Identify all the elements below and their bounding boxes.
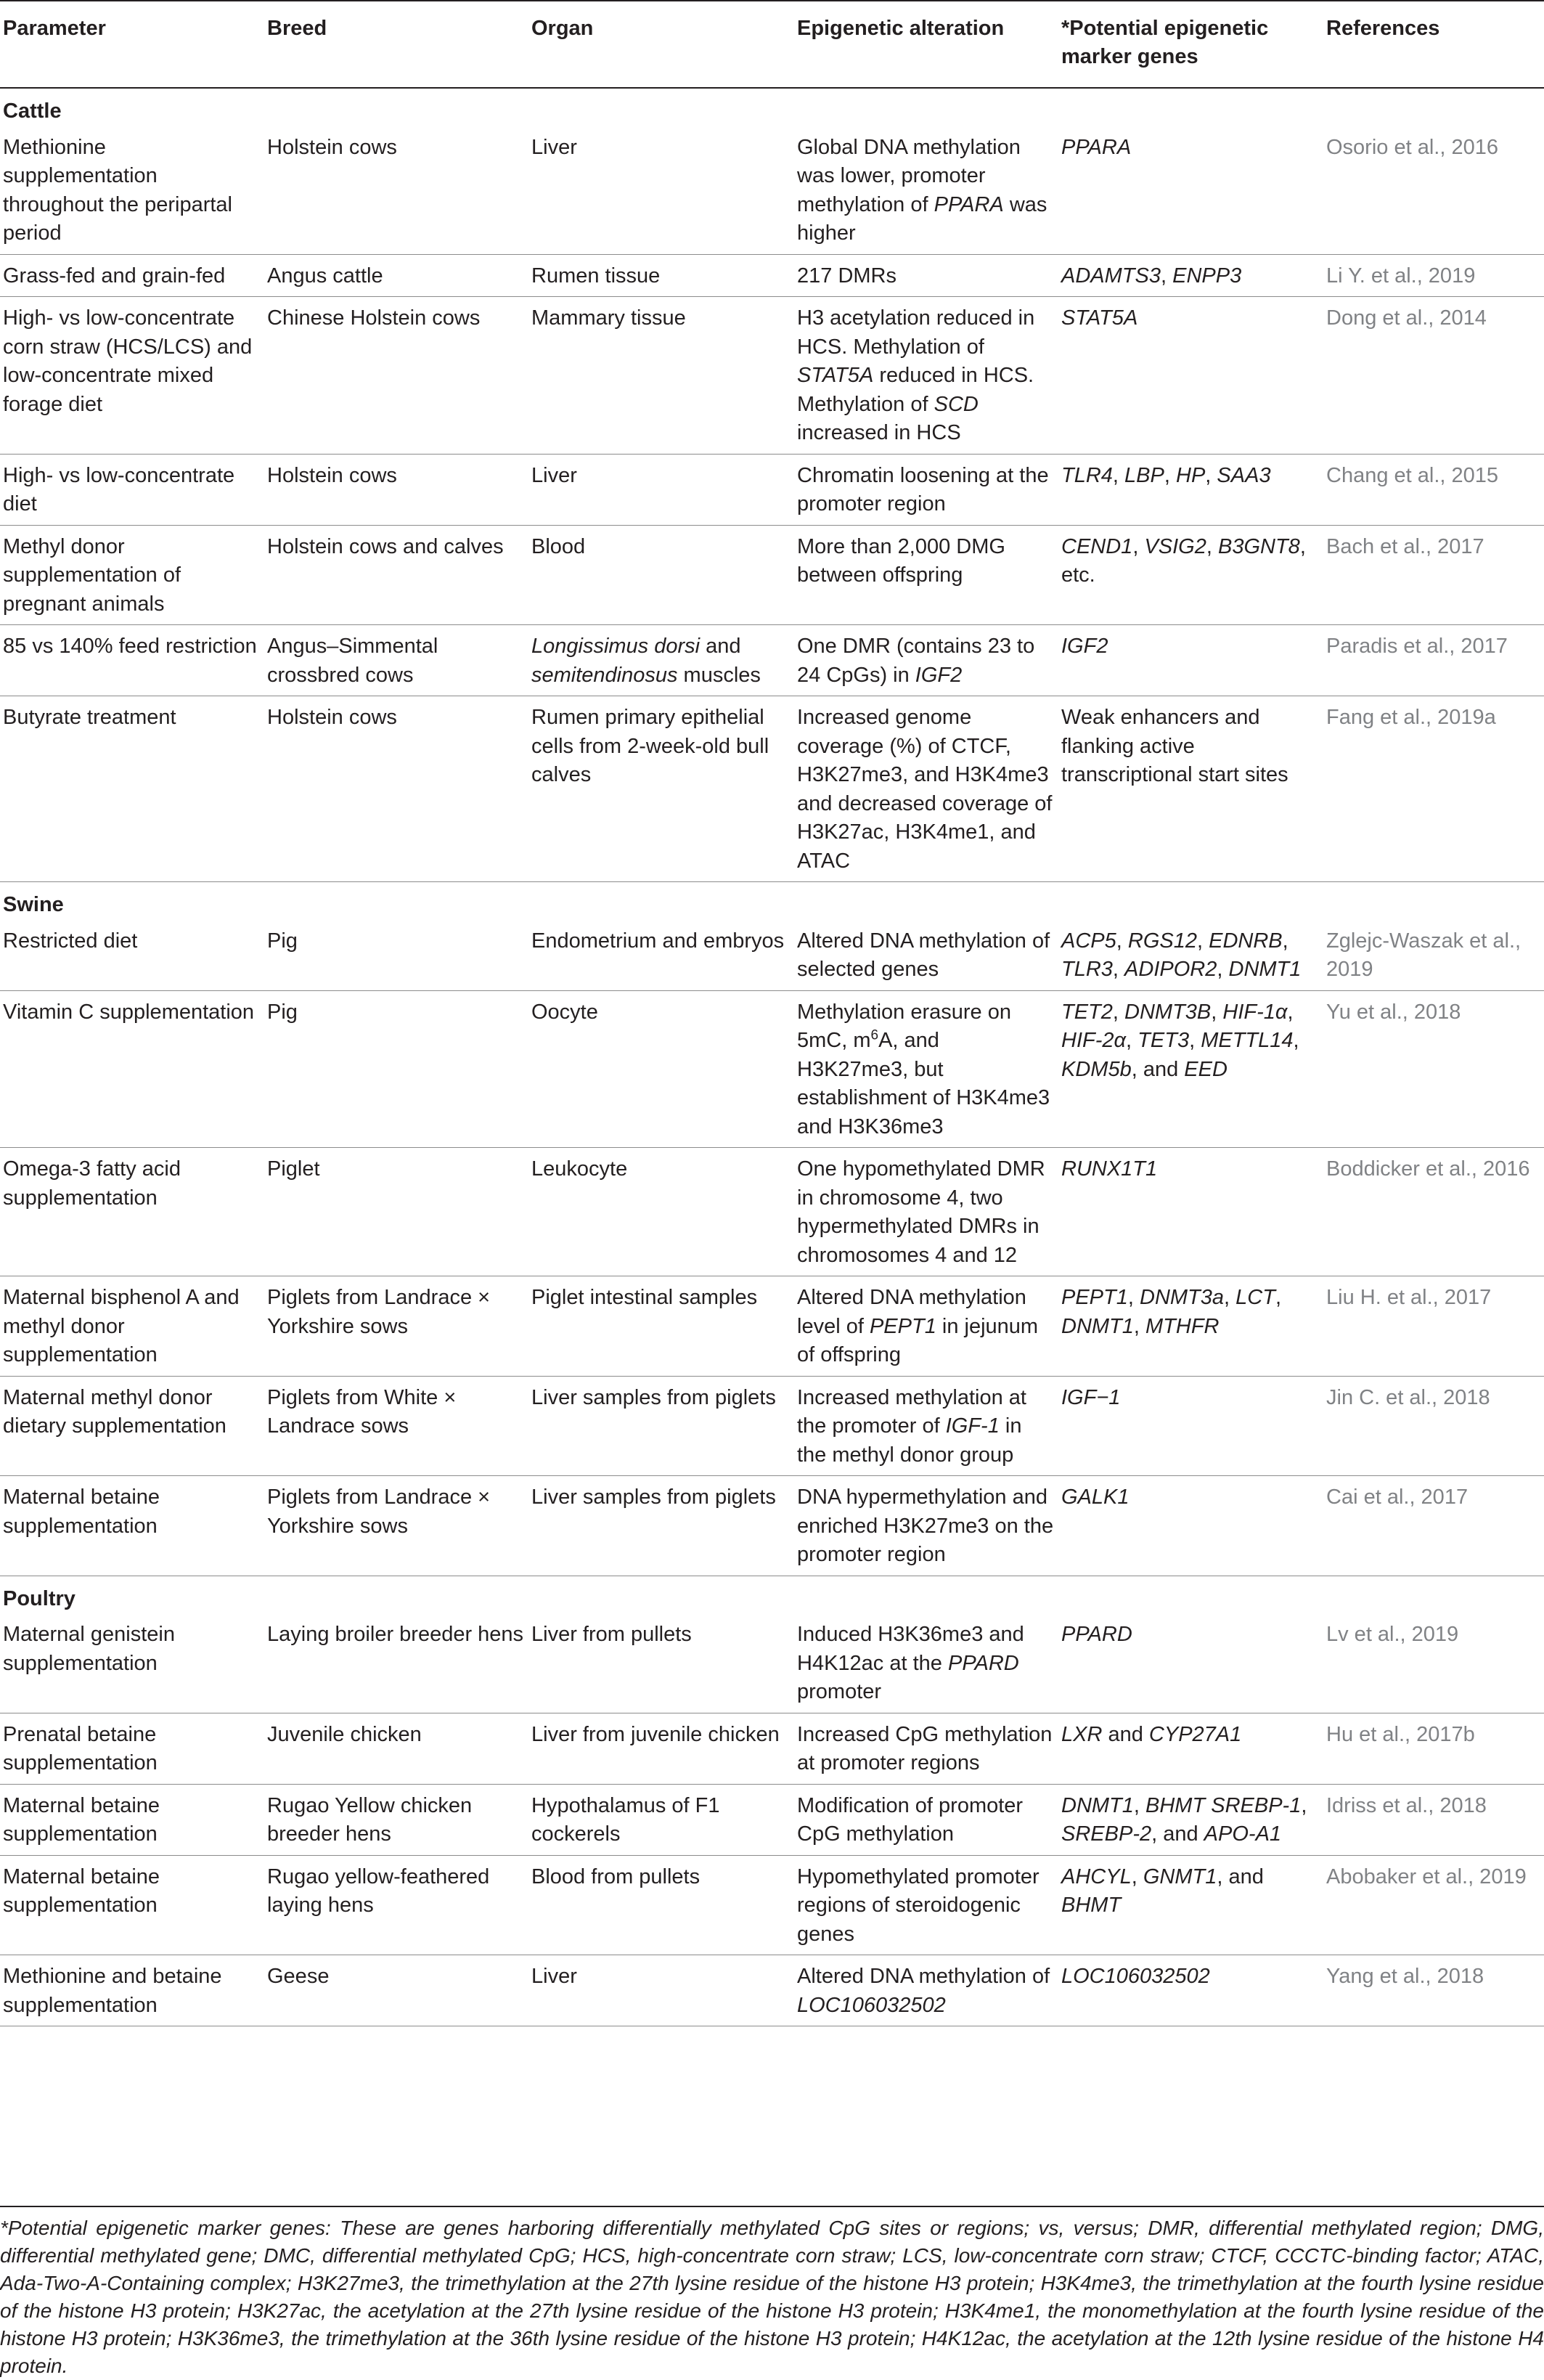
header-references: References: [1326, 17, 1440, 40]
text-segment: ,: [1116, 929, 1128, 953]
text-segment: ,: [1133, 1793, 1146, 1817]
organ-cell: Liver from juvenile chicken: [531, 1722, 780, 1746]
alteration-cell: [794, 525, 1058, 625]
reference-cell: Paradis et al., 2017: [1326, 635, 1508, 658]
gene-name: SAA3: [1217, 463, 1271, 487]
parameter-cell: High- vs low-concentrate corn straw (HCS/LCS) and low-concentrate mixed forage diet: [3, 306, 253, 416]
header-breed: Breed: [267, 17, 327, 40]
group-label: Swine: [3, 893, 64, 916]
table-row: [0, 1784, 1544, 1855]
group-label: Poultry: [3, 1586, 75, 1610]
text-segment: Chromatin loosening at the promoter region: [797, 463, 1049, 515]
reference-cell: Zglejc-Waszak et al., 2019: [1326, 929, 1521, 981]
table-row: [0, 1613, 1544, 1713]
parameter-cell: Maternal betaine supplementation: [3, 1865, 160, 1917]
text-segment: More than 2,000 DMG between offspring: [797, 534, 1005, 587]
reference-cell: Osorio et al., 2016: [1326, 135, 1498, 159]
text-segment: increased in HCS: [797, 421, 961, 444]
organ-cell: Liver samples from piglets: [531, 1486, 776, 1509]
gene-name: TLR3: [1061, 958, 1113, 981]
genes-cell: [1058, 1476, 1323, 1576]
alteration-cell: [794, 297, 1058, 455]
table-row: [0, 254, 1544, 297]
gene-name: TLR4: [1061, 463, 1113, 487]
text-segment: ,: [1160, 264, 1173, 288]
text-segment: Increased genome coverage (%) of CTCF, H3K27me3, and H3K4me3 and decreased coverage of H3K27ac, H3K4me1, and ATAC: [797, 706, 1053, 873]
text-segment: , and: [1217, 1865, 1264, 1888]
gene-name: SREBP-2: [1061, 1822, 1152, 1846]
breed-cell: Angus cattle: [267, 264, 383, 288]
reference-cell: Jin C. et al., 2018: [1326, 1385, 1490, 1409]
group-label: Cattle: [3, 99, 62, 123]
genes-cell: [1058, 525, 1323, 625]
organ-cell: Hypothalamus of F1 cockerels: [531, 1793, 720, 1846]
gene-name: IGF2: [915, 663, 963, 687]
reference-cell: Boddicker et al., 2016: [1326, 1157, 1530, 1181]
alteration-cell: [794, 696, 1058, 882]
alteration-cell: [794, 1955, 1058, 2026]
alteration-cell: [794, 454, 1058, 525]
organ-cell: Blood from pullets: [531, 1865, 700, 1888]
genes-cell: [1058, 1376, 1323, 1476]
text-segment: Increased CpG methylation at promoter regions: [797, 1722, 1053, 1774]
genes-cell: [1058, 920, 1323, 991]
gene-name: HIF-1α: [1222, 1000, 1288, 1024]
text-segment: in jejunum of offspring: [797, 1314, 1039, 1366]
organ-cell: Liver: [531, 135, 577, 159]
organ-cell: Endometrium and embryos: [531, 929, 785, 953]
table-row: [0, 990, 1544, 1148]
gene-name: PPARA: [1061, 135, 1132, 159]
parameter-cell: Restricted diet: [3, 929, 138, 953]
breed-cell: Laying broiler breeder hens: [267, 1623, 524, 1646]
gene-name: ADAMTS3: [1061, 264, 1161, 288]
group-header-row: [0, 882, 1544, 920]
organ-cell: Mammary tissue: [531, 306, 686, 330]
organ-cell: [528, 625, 794, 696]
superscript: 6: [870, 1027, 879, 1043]
gene-name: BHMT SREBP-1: [1145, 1793, 1302, 1817]
table-row: [0, 1376, 1544, 1476]
table-footnote: *Potential epigenetic marker genes: These are genes harboring differentially methylated CpG sites or regions; vs, versus; DMR, differential methylated region; DMG, differential methylated gene; DMC, differential methylated CpG; HCS, high-concentrate corn straw; LCS, low-concentrate corn straw; CTCF, CCCTC-binding factor; ATAC, Ada-Two-A-Containing complex; H3K27me3, the trimethylation at the 27th lysine residue of the histone H3 protein; H3K4me3, the trimethylation at the fourth lysine residue of the histone H3 protein; H3K27ac, the acetylation at the 27th lysine residue of the histone H3 protein; H3K4me1, the monomethylation at the fourth lysine residue of the histone H3 protein; H3K36me3, the trimethylation at the 36th lysine residue of the histone H3 protein; H4K12ac, the acetylation at the 12th lysine residue of the histone H4 protein.: [0, 2206, 1544, 2380]
text-segment: ,: [1189, 1029, 1201, 1052]
parameter-cell: Maternal bisphenol A and methyl donor supplementation: [3, 1286, 240, 1366]
header-epigenetic-alteration: Epigenetic alteration: [797, 17, 1005, 40]
text-segment: Altered DNA methylation of: [797, 1965, 1050, 1988]
gene-name: IGF2: [1061, 635, 1108, 658]
table-row: [0, 920, 1544, 991]
text-segment: ,: [1224, 1286, 1236, 1309]
gene-name: METTL14: [1201, 1029, 1294, 1052]
text-segment: reduced in HCS. Methylation of: [797, 364, 1034, 416]
genes-cell: [1058, 625, 1323, 696]
table-row: [0, 297, 1544, 455]
header-marker-genes: *Potential epigenetic marker genes: [1061, 17, 1269, 68]
gene-name: B3GNT8: [1218, 534, 1300, 558]
reference-cell: Bach et al., 2017: [1326, 534, 1484, 558]
genes-cell: [1058, 126, 1323, 255]
text-segment: ,: [1112, 958, 1125, 981]
table-row: [0, 1955, 1544, 2026]
alteration-cell: [794, 1713, 1058, 1784]
genes-cell: [1058, 1148, 1323, 1276]
gene-name: PPARD: [1061, 1623, 1132, 1646]
gene-name: AHCYL: [1061, 1865, 1132, 1888]
alteration-cell: [794, 1476, 1058, 1576]
alteration-cell: [794, 126, 1058, 255]
parameter-cell: 85 vs 140% feed restriction: [3, 635, 257, 658]
alteration-cell: [794, 1613, 1058, 1713]
text-segment: muscles: [677, 663, 761, 687]
text-segment: ,: [1112, 1000, 1125, 1024]
organ-cell: Liver: [531, 463, 577, 487]
table-row: [0, 1148, 1544, 1276]
breed-cell: Piglet: [267, 1157, 320, 1181]
genes-cell: [1058, 1276, 1323, 1377]
gene-name: ADIPOR2: [1124, 958, 1217, 981]
gene-name: BHMT: [1061, 1894, 1122, 1917]
gene-name: semitendinosus: [531, 663, 678, 687]
reference-cell: Abobaker et al., 2019: [1326, 1865, 1527, 1888]
organ-cell: Rumen primary epithelial cells from 2-week-old bull calves: [531, 706, 769, 786]
table-row: [0, 1855, 1544, 1955]
reference-cell: Fang et al., 2019a: [1326, 706, 1496, 729]
text-segment: ,: [1133, 1314, 1146, 1338]
gene-name: CEND1: [1061, 534, 1133, 558]
gene-name: MTHFR: [1145, 1314, 1220, 1338]
parameter-cell: Methionine supplementation throughout the peripartal period: [3, 135, 232, 245]
text-segment: Altered DNA methylation level of: [797, 1286, 1026, 1338]
text-segment: Modification of promoter CpG methylation: [797, 1793, 1024, 1846]
breed-cell: Chinese Holstein cows: [267, 306, 481, 330]
gene-name: IGF−1: [1061, 1385, 1121, 1409]
gene-name: TET2: [1061, 1000, 1113, 1024]
gene-name: PEPT1: [869, 1314, 936, 1338]
text-segment: ,: [1197, 929, 1209, 953]
alteration-cell: [794, 1784, 1058, 1855]
gene-name: STAT5A: [1061, 306, 1138, 330]
alteration-cell: [794, 1855, 1058, 1955]
gene-name: SCD: [934, 392, 979, 416]
text-segment: ,: [1282, 929, 1288, 953]
breed-cell: Piglets from White × Landrace sows: [267, 1385, 457, 1438]
group-header-row: [0, 1576, 1544, 1613]
alteration-cell: [794, 1276, 1058, 1377]
gene-name: DNMT1: [1228, 958, 1302, 981]
text-segment: ,: [1275, 1286, 1281, 1309]
parameter-cell: High- vs low-concentrate diet: [3, 463, 235, 515]
text-segment: ,: [1131, 1865, 1143, 1888]
text-segment: One hypomethylated DMR in chromosome 4, two hypermethylated DMRs in chromosomes 4 and 12: [797, 1157, 1045, 1267]
organ-cell: Oocyte: [531, 1000, 598, 1024]
reference-cell: Hu et al., 2017b: [1326, 1722, 1475, 1746]
text-segment: Hypomethylated promoter regions of steroidogenic genes: [797, 1865, 1039, 1946]
table-row: [0, 126, 1544, 255]
parameter-cell: Grass-fed and grain-fed: [3, 264, 226, 288]
parameter-cell: Maternal genistein supplementation: [3, 1623, 175, 1675]
breed-cell: Holstein cows: [267, 463, 397, 487]
gene-name: TET3: [1137, 1029, 1190, 1052]
reference-cell: Li Y. et al., 2019: [1326, 264, 1476, 288]
reference-cell: Yu et al., 2018: [1326, 1000, 1461, 1024]
alteration-cell: [794, 625, 1058, 696]
breed-cell: Piglets from Landrace × Yorkshire sows: [267, 1286, 491, 1338]
organ-cell: Liver: [531, 1965, 577, 1988]
table-row: [0, 1713, 1544, 1784]
gene-name: GALK1: [1061, 1486, 1130, 1509]
gene-name: LOC106032502: [797, 1993, 946, 2017]
gene-name: PEPT1: [1061, 1286, 1128, 1309]
text-segment: H3 acetylation reduced in HCS. Methylation of: [797, 306, 1035, 359]
text-segment: ,: [1211, 1000, 1223, 1024]
table-row: [0, 625, 1544, 696]
genes-cell: [1058, 454, 1323, 525]
gene-name: VSIG2: [1144, 534, 1206, 558]
gene-name: HP: [1176, 463, 1206, 487]
table-row: [0, 1476, 1544, 1576]
genes-cell: [1058, 1955, 1323, 2026]
breed-cell: Angus–Simmental crossbred cows: [267, 635, 438, 687]
gene-name: EDNRB: [1209, 929, 1283, 953]
reference-cell: Idriss et al., 2018: [1326, 1793, 1487, 1817]
table-row: [0, 454, 1544, 525]
genes-cell: [1058, 1713, 1323, 1784]
text-segment: in the methyl donor group: [797, 1414, 1022, 1467]
gene-name: GNMT1: [1143, 1865, 1217, 1888]
text-segment: One DMR (contains 23 to 24 CpGs) in: [797, 635, 1035, 687]
alteration-cell: [794, 254, 1058, 297]
gene-name: HIF-2α: [1061, 1029, 1127, 1052]
gene-name: CYP27A1: [1148, 1722, 1242, 1746]
parameter-cell: Vitamin C supplementation: [3, 1000, 255, 1024]
text-segment: Increased methylation at the promoter of: [797, 1385, 1026, 1438]
genes-cell: [1058, 696, 1323, 882]
genes-cell: [1058, 990, 1323, 1148]
parameter-cell: Omega-3 fatty acid supplementation: [3, 1157, 181, 1210]
gene-name: RGS12: [1127, 929, 1197, 953]
alteration-cell: [794, 990, 1058, 1148]
alteration-cell: [794, 920, 1058, 991]
parameter-cell: Methyl donor supplementation of pregnant animals: [3, 534, 181, 616]
gene-name: LCT: [1235, 1286, 1275, 1309]
text-segment: Methylation erasure on 5mC, m: [797, 1000, 1011, 1052]
breed-cell: Pig: [267, 929, 298, 953]
gene-name: DNMT1: [1061, 1793, 1134, 1817]
text-segment: A, and H3K27me3, but establishment of H3K4me3 and H3K36me3: [797, 1029, 1050, 1138]
text-segment: Induced H3K36me3 and H4K12ac at the: [797, 1623, 1024, 1675]
genes-cell: [1058, 297, 1323, 455]
parameter-cell: Maternal betaine supplementation: [3, 1793, 160, 1846]
text-segment: ,: [1293, 1029, 1299, 1052]
text-segment: ,: [1112, 463, 1125, 487]
text-segment: ,: [1126, 1029, 1138, 1052]
gene-name: PPARD: [947, 1651, 1019, 1675]
gene-name: ACP5: [1061, 929, 1116, 953]
gene-name: APO-A1: [1204, 1822, 1282, 1846]
gene-name: DNMT3B: [1124, 1000, 1212, 1024]
organ-cell: Leukocyte: [531, 1157, 628, 1181]
genes-cell: [1058, 1855, 1323, 1955]
breed-cell: Holstein cows: [267, 706, 397, 729]
text-segment: ,: [1287, 1000, 1294, 1024]
gene-name: KDM5b: [1061, 1057, 1132, 1081]
gene-name: RUNX1T1: [1061, 1157, 1158, 1181]
breed-cell: Holstein cows and calves: [267, 534, 504, 558]
reference-cell: Lv et al., 2019: [1326, 1623, 1459, 1646]
parameter-cell: Maternal methyl donor dietary supplementation: [3, 1385, 226, 1438]
gene-name: DNMT3a: [1140, 1286, 1225, 1309]
parameter-cell: Maternal betaine supplementation: [3, 1486, 160, 1538]
text-segment: ,: [1206, 534, 1218, 558]
gene-name: LOC106032502: [1061, 1965, 1210, 1988]
parameter-cell: Butyrate treatment: [3, 706, 176, 729]
genes-cell: [1058, 1784, 1323, 1855]
parameter-cell: Methionine and betaine supplementation: [3, 1965, 222, 2017]
reference-cell: Chang et al., 2015: [1326, 463, 1499, 487]
organ-cell: Liver samples from piglets: [531, 1385, 776, 1409]
reference-cell: Yang et al., 2018: [1326, 1965, 1484, 1988]
text-segment: was higher: [797, 192, 1047, 245]
text-segment: ,: [1217, 958, 1229, 981]
alteration-cell: [794, 1376, 1058, 1476]
alteration-cell: [794, 1148, 1058, 1276]
reference-cell: Liu H. et al., 2017: [1326, 1286, 1492, 1309]
text-segment: 217 DMRs: [797, 264, 896, 288]
text-segment: and: [1102, 1722, 1149, 1746]
gene-name: IGF-1: [945, 1414, 1000, 1438]
header-organ: Organ: [531, 17, 594, 40]
text-segment: and: [700, 635, 741, 658]
organ-cell: Piglet intestinal samples: [531, 1286, 758, 1309]
text-segment: , and: [1131, 1057, 1185, 1081]
gene-name: STAT5A: [797, 364, 874, 387]
text-segment: , and: [1151, 1822, 1204, 1846]
group-header-row: [0, 88, 1544, 126]
reference-cell: Dong et al., 2014: [1326, 306, 1487, 330]
text-segment: ,: [1301, 1793, 1307, 1817]
text-segment: ,: [1164, 463, 1176, 487]
text-segment: Global DNA methylation was lower, promoter methylation of: [797, 135, 1021, 216]
breed-cell: Rugao Yellow chicken breeder hens: [267, 1793, 473, 1846]
organ-cell: Blood: [531, 534, 586, 558]
breed-cell: Holstein cows: [267, 135, 397, 159]
gene-name: Longissimus dorsi: [531, 635, 700, 658]
genes-cell: [1058, 1613, 1323, 1713]
parameter-cell: Prenatal betaine supplementation: [3, 1722, 158, 1774]
gene-name: DNMT1: [1061, 1314, 1134, 1338]
gene-name: ENPP3: [1172, 264, 1242, 288]
organ-cell: Liver from pullets: [531, 1623, 692, 1646]
text-segment: ,: [1205, 463, 1217, 487]
text-segment: Weak enhancers and flanking active transcriptional start sites: [1061, 706, 1288, 786]
reference-cell: Cai et al., 2017: [1326, 1486, 1469, 1509]
breed-cell: Piglets from Landrace × Yorkshire sows: [267, 1486, 491, 1538]
table-row: [0, 696, 1544, 882]
table-row: [0, 1276, 1544, 1377]
table-header-row: [0, 1, 1544, 88]
genes-cell: [1058, 254, 1323, 297]
gene-name: LBP: [1124, 463, 1164, 487]
text-segment: ,: [1132, 534, 1145, 558]
gene-name: PPARA: [934, 192, 1004, 216]
breed-cell: Pig: [267, 1000, 298, 1024]
text-segment: Altered DNA methylation of selected genes: [797, 929, 1050, 981]
text-segment: promoter: [797, 1680, 882, 1703]
breed-cell: Rugao yellow-feathered laying hens: [267, 1865, 490, 1917]
text-segment: DNA hypermethylation and enriched H3K27me3 on the promoter region: [797, 1486, 1054, 1566]
breed-cell: Geese: [267, 1965, 330, 1988]
table-body: [0, 88, 1544, 2026]
gene-name: EED: [1184, 1057, 1228, 1081]
gene-name: LXR: [1061, 1722, 1103, 1746]
breed-cell: Juvenile chicken: [267, 1722, 422, 1746]
table-row: [0, 525, 1544, 625]
text-segment: , etc.: [1061, 534, 1306, 587]
organ-cell: Rumen tissue: [531, 264, 661, 288]
header-parameter: Parameter: [3, 17, 106, 40]
text-segment: ,: [1127, 1286, 1140, 1309]
